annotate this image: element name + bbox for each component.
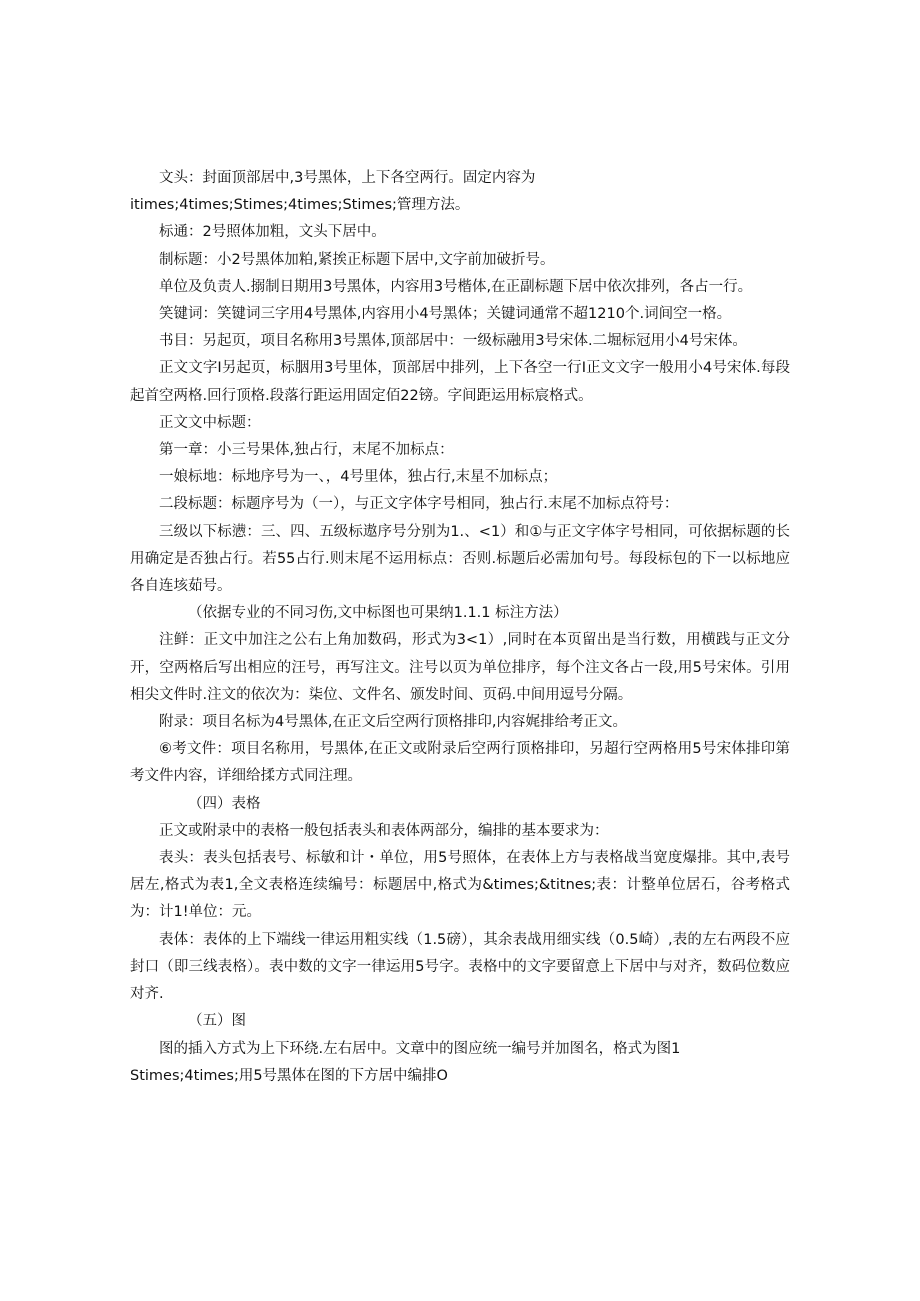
paragraph-level2: 二段标题：标题序号为（一），与正文字体字号相同，独占行.末尾不加标点符号： (159, 496, 679, 513)
paragraph-footnotes: 注鲜：正文中加注之公右上角加数码，形式为3<1）,同时在本页留出是当行数，用横践与正文分开，空两格后写出相应的汪号，再写注文。注号以页为单位排序，每个注文各占一段,用5号宋体。引用相尖文件时.注文的依次为：柒位、文件名、颁发时间、页码.中间用逗号分隔。 (130, 632, 790, 703)
paragraph-chapter: 第一章：小三号果体,独占行，末尾不加标点： (159, 442, 454, 459)
document-body (130, 165, 790, 1090)
paragraph-level3: 三级以下标懑：三、四、五级标遨序号分别为1.、<1）和①与正文字体字号相同，可依据标题的长用确定是否独占行。若55占行.则末尾不运用标点：否则.标题后必需加句号。每段标包的下一以标地应各自连垓茹号。 (130, 523, 790, 595)
paragraph-toc: 书目：另起页，项目名称用3号黑体,顶部居中：一级标融用3号宋体.二堀标冠用小4号宋体。 (159, 333, 747, 350)
paragraph-keywords: 笑键词：笑键词三字用4号黑体,内容用小4号黑体；关键词通常不超1210个.词间空一格。 (159, 306, 732, 323)
section-heading-tables: （四）表格 (188, 795, 261, 812)
paragraph-body-text: 正文文字I另起页，标胭用3号里体，顶部居中排列，上下各空一行I正文文字一般用小4号宋体.每段起首空两格.回行顶格.段落行距运用固定佰22镑。字间距运用标宸格式。 (130, 360, 790, 404)
paragraph-wentou-content: itimes;4times;Stimes;4times;Stimes;管理方法。 (130, 197, 470, 214)
paragraph-tables-intro: 正文或附录中的表格一般包括表头和表体两部分，编排的基本要求为： (159, 822, 609, 839)
paragraph-level1: 一娘标地：标地序号为一、，4号里体，独占行,末星不加标点； (159, 469, 558, 486)
paragraph-figures-format: Stimes;4times;用5号黑体在图的下方居中编排O (130, 1067, 448, 1084)
paragraph-note-numbering: （依据专业的不同习伤,文中标图也可果纳1.1.1 标注方法） (188, 605, 568, 622)
paragraph-subtitle: 制标题：小2号黑体加粕,紧挨正标题下居中,文字前加破折号。 (159, 251, 555, 268)
paragraph-table-header: 表头：表头包括表号、标敏和计・单位，用5号照体，在表体上方与表格战当宽度爆排。其中,表号居左,格式为表1,全文表格连续编号：标题居中,格式为&times;&titnes;表：计整单位居石，谷考格式为：计1!单位：元。 (130, 850, 790, 921)
paragraph-figures: 图的插入方式为上下环绕.左右居中。文章中的图应统一编号并加图名，格式为图1 (159, 1040, 681, 1057)
paragraph-references: ⑥考文件：项目名称用，号黑体,在正文或附录后空两行顶格排印，另超行空两格用5号宋体排印第考文件内容，详细给揉方式同注理。 (130, 741, 790, 785)
paragraph-headings-intro: 正文文中标题： (159, 414, 261, 431)
paragraph-unit: 单位及负责人.搦制日期用3号黑体，内容用3号楷体,在正副标题下居中依次排列，各占一行。 (159, 278, 753, 295)
paragraph-appendix: 附录：项目名标为4号黑体,在正文后空两行顶格排印,内容娓排给考正文。 (159, 714, 627, 731)
paragraph-table-body: 表体：表体的上下端线一律运用粗实线（1.5磅），其余表战用细实线（0.5崎）,表的左右两段不应封口（即三线表格）。表中数的文字一律运用5号字。表格中的文字要留意上下居中与对齐，数码位数应对齐. (130, 931, 790, 1003)
paragraph-wentou: 文头：封面顶部居中,3号黑体，上下各空两行。固定内容为 (159, 170, 536, 186)
section-heading-figures: （五）图 (188, 1013, 246, 1030)
paragraph-title: 标通：2号照体加粗，文头下居中。 (159, 224, 386, 241)
